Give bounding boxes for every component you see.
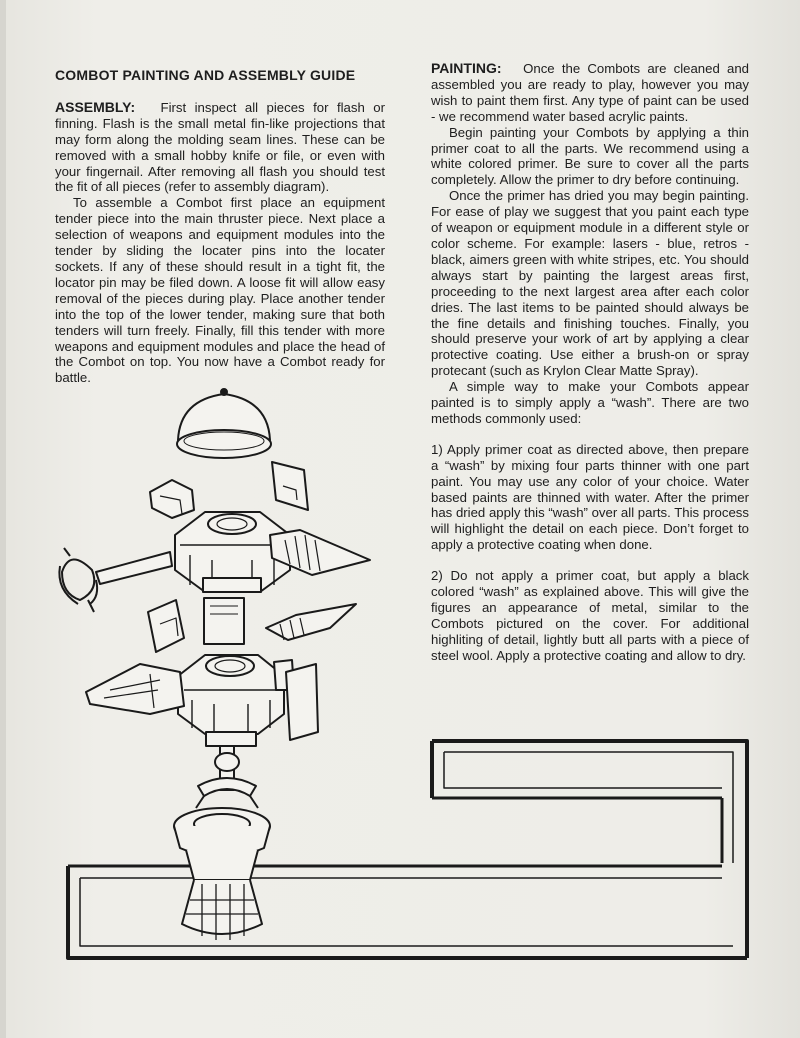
retro-weapon-middle (266, 604, 356, 640)
shield-panel-lower (286, 664, 318, 740)
main-thruster-piece (174, 808, 270, 940)
lower-equipment-tender (178, 655, 284, 746)
small-module-left-upper (150, 480, 194, 518)
lower-arm-claw (196, 746, 258, 808)
upper-frame (432, 741, 747, 961)
aimer-arm-upper (59, 548, 172, 612)
painting-text-1: Once the Combots are cleaned and assembled you are ready to play, however you may wish to paint them first. Any type of paint can be used - we recommend water based acrylic paints. (431, 61, 749, 124)
painting-paragraph-2: Begin painting your Combots by applying a thin primer coat to all the parts. We recommend using a white colored primer. Be sure to cover all the parts completely. Allow the primer to dry before continuing. (431, 124, 749, 188)
wing-weapon-lower (86, 664, 184, 714)
wash-method-1: 1) Apply primer coat as directed above, then prepare a “wash” by mixing four parts thinner with one part paint. You may use any color of your choice. Water based paints are thinned with water. After the primer has dried apply this “wash” over all parts. This process will highlight the detail on each piece. Don’t forget to apply a protective coating when done. (431, 441, 749, 553)
small-module-right-upper (272, 462, 308, 510)
painting-paragraph-3: Once the primer has dried you may begin painting. For ease of play we suggest that you paint each type of weapon or equipment module in a different style or color scheme. For example: lasers - blue, retros - black, aimers green with white stripes, etc. You should always start by painting the largest areas first, proceeding to the next largest area after each color dries. The last items to be painted should always be the fine details and finishing touches. Finally, you should preserve your work of art by applying a clear protective coating. Use either a brush-on or spray protecant (such as Krylon Clear Matte Spray). (431, 188, 749, 379)
wash-method-2: 2) Do not apply a primer coat, but apply a black colored “wash” as explained above. This will give the figures an appearance of metal, similar to the Combots pictured on the cover. For additional highliting of detail, lightly butt all parts with a piece of steel wool. Apply a protective coating and allow to dry. (431, 568, 749, 663)
painting-paragraph-4: A simple way to make your Combots appear painted is to simply apply a “wash”. There are two methods commonly used: (431, 379, 749, 426)
lower-frame (68, 866, 747, 958)
painting-label: PAINTING: (431, 60, 502, 76)
assembly-paragraph-2: To assemble a Combot first place an equipment tender piece into the main thruster piece. Next place a selection of weapons and equipment modules into the tender by sliding the locater pins into the locater sockets. If any of these should result in a tight fit, the locator pin may be filed down. A loose fit will allow easy removal of the pieces during play. Place another tender into the top of the lower tender, making sure that both tenders will turn freely. Finally, fill this tender with more weapons and equipment modules and place the head of the Combot on top. You now have a Combot ready for battle. (55, 195, 385, 386)
small-module-left-middle (148, 600, 184, 652)
page-heading: COMBOT PAINTING AND ASSEMBLY GUIDE (55, 67, 356, 83)
combot-head-piece (177, 389, 271, 458)
assembly-text-1: First inspect all pieces for flash or finning. Flash is the small metal fin-like projections that may form along the molding seam lines. These can be removed with a small hobby knife or file, or even with your fingernail. After removing all flash you should test the fit of all pieces (refer to assembly diagram). (55, 99, 385, 195)
assembly-label: ASSEMBLY: (55, 98, 136, 115)
